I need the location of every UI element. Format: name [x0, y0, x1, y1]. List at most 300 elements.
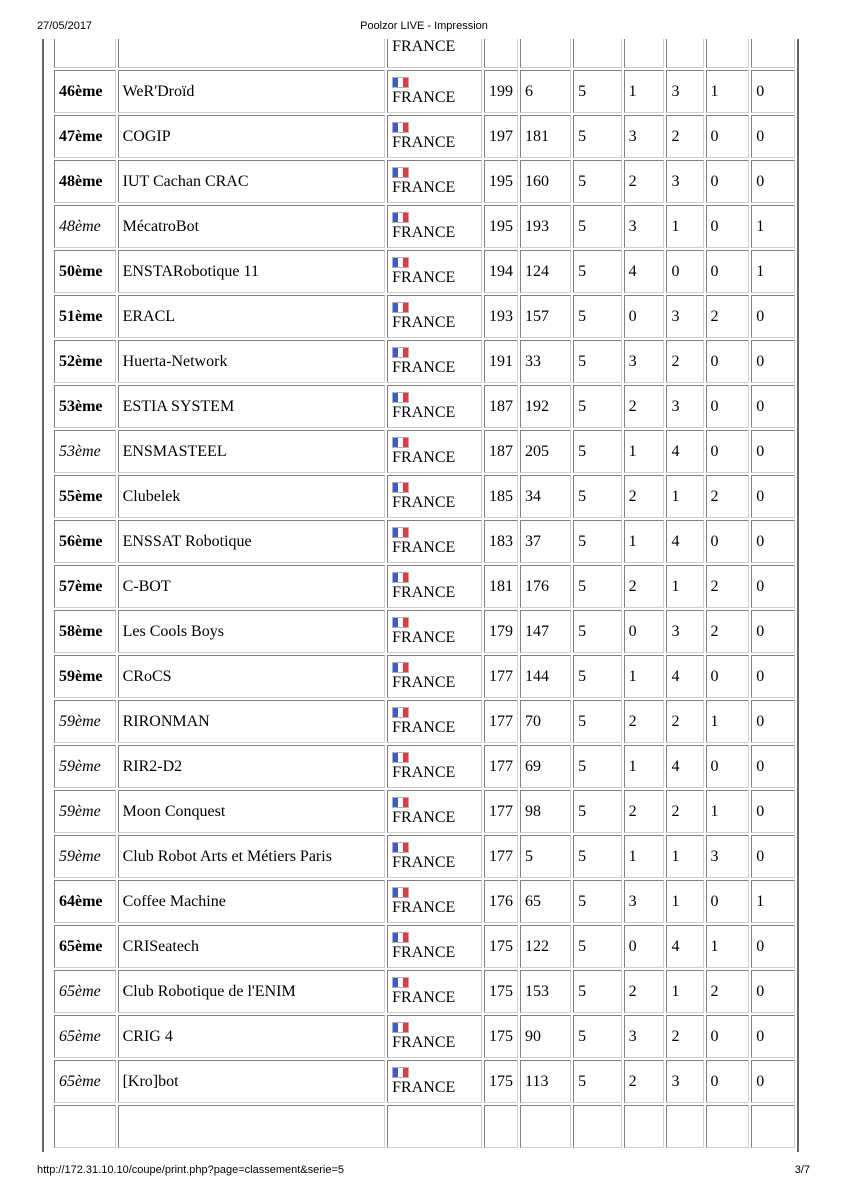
team-name-cell: Clubelek: [118, 475, 386, 518]
team-name-cell: Coffee Machine: [118, 880, 386, 923]
score-cell: 144: [520, 655, 571, 698]
team-name-cell: ENSTARobotique 11: [118, 250, 386, 293]
country-label: FRANCE: [392, 808, 456, 826]
losses-cell: 0: [706, 250, 750, 293]
points-cell: 177: [484, 700, 518, 743]
score-cell: 69: [520, 745, 571, 788]
matches-cell: 5: [573, 655, 621, 698]
country-label: FRANCE: [392, 223, 456, 241]
table-row: [54, 205, 795, 248]
wins-cell: 3: [624, 115, 665, 158]
team-name-cell: Club Robotique de l'ENIM: [118, 970, 386, 1013]
points-cell: 187: [484, 430, 518, 473]
forfeit-cell: 0: [751, 565, 795, 608]
losses-cell: 2: [706, 565, 750, 608]
draws-cell: 4: [666, 520, 703, 563]
country-cell: [387, 520, 482, 563]
table-row: [54, 790, 795, 833]
country-label: FRANCE: [392, 943, 456, 961]
points-cell: 179: [484, 610, 518, 653]
team-name-cell: ENSSAT Robotique: [118, 520, 386, 563]
team-name-cell: C-BOT: [118, 565, 386, 608]
draws-cell: 1: [666, 205, 703, 248]
country-label: FRANCE: [392, 853, 456, 871]
team-name-cell: CRoCS: [118, 655, 386, 698]
score-cell: [520, 1105, 571, 1148]
table-row: [54, 1060, 795, 1103]
wins-cell: 2: [624, 970, 665, 1013]
score-cell: 205: [520, 430, 571, 473]
wins-cell: 0: [624, 610, 665, 653]
country-label: FRANCE: [392, 898, 456, 916]
print-title: Poolzor LIVE - Impression: [360, 20, 488, 32]
matches-cell: 5: [573, 1060, 621, 1103]
draws-cell: 3: [666, 385, 703, 428]
losses-cell: 0: [706, 340, 750, 383]
france-flag-icon: [392, 482, 409, 493]
france-flag-icon: [392, 977, 409, 988]
rank-cell: 50ème: [54, 250, 116, 293]
country-cell: [387, 1060, 482, 1103]
ranking-table: [52, 39, 797, 1150]
team-name-cell: [118, 1105, 386, 1148]
matches-cell: 5: [573, 790, 621, 833]
forfeit-cell: 1: [751, 205, 795, 248]
losses-cell: 0: [706, 205, 750, 248]
draws-cell: 4: [666, 745, 703, 788]
score-cell: 122: [520, 925, 571, 968]
matches-cell: 5: [573, 115, 621, 158]
country-cell: [387, 115, 482, 158]
losses-cell: 0: [706, 745, 750, 788]
wins-cell: 1: [624, 655, 665, 698]
france-flag-icon: [392, 662, 409, 673]
rank-cell: 59ème: [54, 700, 116, 743]
wins-cell: 1: [624, 520, 665, 563]
france-flag-icon: [392, 887, 409, 898]
team-name-cell: CRIG 4: [118, 1015, 386, 1058]
wins-cell: 3: [624, 340, 665, 383]
losses-cell: 0: [706, 115, 750, 158]
country-cell: [387, 655, 482, 698]
wins-cell: 1: [624, 70, 665, 113]
score-cell: 160: [520, 160, 571, 203]
forfeit-cell: 0: [751, 970, 795, 1013]
rank-cell: 56ème: [54, 520, 116, 563]
points-cell: 175: [484, 970, 518, 1013]
team-name-cell: Les Cools Boys: [118, 610, 386, 653]
losses-cell: 0: [706, 1060, 750, 1103]
losses-cell: 0: [706, 1015, 750, 1058]
country-label: FRANCE: [392, 583, 456, 601]
forfeit-cell: 0: [751, 430, 795, 473]
score-cell: 153: [520, 970, 571, 1013]
team-name-cell: COGIP: [118, 115, 386, 158]
draws-cell: 4: [666, 655, 703, 698]
country-cell: [387, 39, 482, 68]
score-cell: 33: [520, 340, 571, 383]
team-name-cell: IUT Cachan CRAC: [118, 160, 386, 203]
losses-cell: 1: [706, 700, 750, 743]
forfeit-cell: 0: [751, 475, 795, 518]
matches-cell: [573, 39, 621, 68]
country-cell: [387, 385, 482, 428]
country-label: FRANCE: [392, 718, 456, 736]
rank-cell: 65ème: [54, 970, 116, 1013]
table-row: [54, 835, 795, 878]
table-row: [54, 880, 795, 923]
team-name-cell: [118, 39, 386, 68]
table-row: [54, 250, 795, 293]
print-footer: [0, 1164, 848, 1180]
forfeit-cell: 1: [751, 880, 795, 923]
losses-cell: 1: [706, 925, 750, 968]
points-cell: [484, 39, 518, 68]
points-cell: 176: [484, 880, 518, 923]
score-cell: 181: [520, 115, 571, 158]
forfeit-cell: 0: [751, 160, 795, 203]
points-cell: 175: [484, 925, 518, 968]
points-cell: [484, 1105, 518, 1148]
matches-cell: 5: [573, 160, 621, 203]
wins-cell: [624, 1105, 665, 1148]
country-label: FRANCE: [392, 763, 456, 781]
losses-cell: 0: [706, 655, 750, 698]
wins-cell: 3: [624, 205, 665, 248]
france-flag-icon: [392, 302, 409, 313]
rank-cell: [54, 39, 116, 68]
matches-cell: 5: [573, 520, 621, 563]
forfeit-cell: 0: [751, 835, 795, 878]
rank-cell: 46ème: [54, 70, 116, 113]
forfeit-cell: 0: [751, 655, 795, 698]
country-cell: [387, 340, 482, 383]
wins-cell: 2: [624, 160, 665, 203]
forfeit-cell: 0: [751, 340, 795, 383]
print-date: 27/05/2017: [37, 20, 93, 32]
country-cell: [387, 565, 482, 608]
forfeit-cell: [751, 1105, 795, 1148]
score-cell: 124: [520, 250, 571, 293]
matches-cell: 5: [573, 250, 621, 293]
wins-cell: 4: [624, 250, 665, 293]
matches-cell: 5: [573, 610, 621, 653]
score-cell: 34: [520, 475, 571, 518]
table-row: [54, 295, 795, 338]
ranking-table-frame: [42, 39, 799, 1152]
draws-cell: 2: [666, 115, 703, 158]
score-cell: 65: [520, 880, 571, 923]
rank-cell: 55ème: [54, 475, 116, 518]
points-cell: 193: [484, 295, 518, 338]
score-cell: 176: [520, 565, 571, 608]
matches-cell: 5: [573, 430, 621, 473]
rank-cell: 48ème: [54, 205, 116, 248]
matches-cell: 5: [573, 700, 621, 743]
score-cell: 5: [520, 835, 571, 878]
rank-cell: 53ème: [54, 430, 116, 473]
table-row: [54, 430, 795, 473]
score-cell: 193: [520, 205, 571, 248]
points-cell: 199: [484, 70, 518, 113]
forfeit-cell: 0: [751, 295, 795, 338]
table-row: [54, 39, 795, 68]
country-label: FRANCE: [392, 493, 456, 511]
country-cell: [387, 70, 482, 113]
draws-cell: 4: [666, 430, 703, 473]
rank-cell: 59ème: [54, 835, 116, 878]
losses-cell: 2: [706, 970, 750, 1013]
losses-cell: 0: [706, 520, 750, 563]
table-row: [54, 610, 795, 653]
team-name-cell: Club Robot Arts et Métiers Paris: [118, 835, 386, 878]
forfeit-cell: 0: [751, 1060, 795, 1103]
losses-cell: 1: [706, 790, 750, 833]
country-cell: [387, 610, 482, 653]
score-cell: 70: [520, 700, 571, 743]
score-cell: 6: [520, 70, 571, 113]
rank-cell: 52ème: [54, 340, 116, 383]
country-cell: [387, 250, 482, 293]
draws-cell: [666, 1105, 703, 1148]
country-cell: [387, 835, 482, 878]
wins-cell: 2: [624, 565, 665, 608]
table-row: [54, 925, 795, 968]
country-cell: [387, 1015, 482, 1058]
france-flag-icon: [392, 347, 409, 358]
score-cell: 192: [520, 385, 571, 428]
points-cell: 181: [484, 565, 518, 608]
france-flag-icon: [392, 257, 409, 268]
rank-cell: 59ème: [54, 745, 116, 788]
table-row: [54, 160, 795, 203]
rank-cell: 58ème: [54, 610, 116, 653]
draws-cell: 3: [666, 1060, 703, 1103]
france-flag-icon: [392, 707, 409, 718]
country-label: FRANCE: [392, 448, 456, 466]
wins-cell: 2: [624, 475, 665, 518]
forfeit-cell: 0: [751, 700, 795, 743]
country-label: FRANCE: [392, 1078, 456, 1096]
country-cell: [387, 1105, 482, 1148]
forfeit-cell: 0: [751, 745, 795, 788]
team-name-cell: RIR2-D2: [118, 745, 386, 788]
team-name-cell: Moon Conquest: [118, 790, 386, 833]
rank-cell: 59ème: [54, 790, 116, 833]
team-name-cell: WeR'Droïd: [118, 70, 386, 113]
france-flag-icon: [392, 122, 409, 133]
losses-cell: 2: [706, 610, 750, 653]
losses-cell: 0: [706, 880, 750, 923]
matches-cell: [573, 1105, 621, 1148]
france-flag-icon: [392, 212, 409, 223]
draws-cell: 2: [666, 790, 703, 833]
score-cell: 37: [520, 520, 571, 563]
table-row: [54, 970, 795, 1013]
team-name-cell: [Kro]bot: [118, 1060, 386, 1103]
france-flag-icon: [392, 392, 409, 403]
wins-cell: 1: [624, 430, 665, 473]
france-flag-icon: [392, 932, 409, 943]
matches-cell: 5: [573, 385, 621, 428]
country-label: FRANCE: [392, 628, 456, 646]
matches-cell: 5: [573, 475, 621, 518]
wins-cell: 2: [624, 385, 665, 428]
table-row: [54, 1105, 795, 1148]
rank-cell: 51ème: [54, 295, 116, 338]
country-label: FRANCE: [392, 358, 456, 376]
france-flag-icon: [392, 842, 409, 853]
points-cell: 177: [484, 745, 518, 788]
country-cell: [387, 475, 482, 518]
points-cell: 185: [484, 475, 518, 518]
rank-cell: 65ème: [54, 925, 116, 968]
wins-cell: 3: [624, 1015, 665, 1058]
country-label: FRANCE: [392, 1033, 456, 1051]
print-url: http://172.31.10.10/coupe/print.php?page=classement&serie=5: [37, 1164, 345, 1176]
france-flag-icon: [392, 797, 409, 808]
team-name-cell: ENSMASTEEL: [118, 430, 386, 473]
points-cell: 197: [484, 115, 518, 158]
wins-cell: 0: [624, 295, 665, 338]
matches-cell: 5: [573, 1015, 621, 1058]
losses-cell: 2: [706, 475, 750, 518]
points-cell: 177: [484, 835, 518, 878]
team-name-cell: ERACL: [118, 295, 386, 338]
country-cell: [387, 745, 482, 788]
matches-cell: 5: [573, 970, 621, 1013]
rank-cell: 48ème: [54, 160, 116, 203]
country-cell: [387, 880, 482, 923]
score-cell: 147: [520, 610, 571, 653]
draws-cell: 1: [666, 970, 703, 1013]
country-label: FRANCE: [392, 673, 456, 691]
table-row: [54, 655, 795, 698]
draws-cell: 3: [666, 610, 703, 653]
rank-cell: 57ème: [54, 565, 116, 608]
matches-cell: 5: [573, 70, 621, 113]
losses-cell: 0: [706, 430, 750, 473]
losses-cell: 1: [706, 70, 750, 113]
score-cell: 157: [520, 295, 571, 338]
losses-cell: 2: [706, 295, 750, 338]
france-flag-icon: [392, 437, 409, 448]
score-cell: 113: [520, 1060, 571, 1103]
page-number: 3/7: [794, 1164, 810, 1176]
table-row: [54, 700, 795, 743]
points-cell: 175: [484, 1060, 518, 1103]
table-row: [54, 745, 795, 788]
forfeit-cell: 0: [751, 1015, 795, 1058]
wins-cell: 2: [624, 700, 665, 743]
points-cell: 175: [484, 1015, 518, 1058]
draws-cell: 1: [666, 835, 703, 878]
france-flag-icon: [392, 77, 409, 88]
france-flag-icon: [392, 527, 409, 538]
draws-cell: [666, 39, 703, 68]
country-cell: [387, 160, 482, 203]
france-flag-icon: [392, 572, 409, 583]
rank-cell: 47ème: [54, 115, 116, 158]
matches-cell: 5: [573, 205, 621, 248]
country-cell: [387, 295, 482, 338]
wins-cell: [624, 39, 665, 68]
draws-cell: 2: [666, 700, 703, 743]
france-flag-icon: [392, 167, 409, 178]
team-name-cell: Huerta-Network: [118, 340, 386, 383]
draws-cell: 3: [666, 295, 703, 338]
country-label: FRANCE: [392, 268, 456, 286]
country-cell: [387, 430, 482, 473]
country-cell: [387, 700, 482, 743]
rank-cell: 65ème: [54, 1015, 116, 1058]
country-label: FRANCE: [392, 178, 456, 196]
losses-cell: [706, 39, 750, 68]
draws-cell: 3: [666, 70, 703, 113]
score-cell: [520, 39, 571, 68]
france-flag-icon: [392, 752, 409, 763]
points-cell: 177: [484, 655, 518, 698]
forfeit-cell: [751, 39, 795, 68]
matches-cell: 5: [573, 565, 621, 608]
forfeit-cell: 1: [751, 250, 795, 293]
rank-cell: 59ème: [54, 655, 116, 698]
draws-cell: 0: [666, 250, 703, 293]
team-name-cell: ESTIA SYSTEM: [118, 385, 386, 428]
country-label: FRANCE: [392, 988, 456, 1006]
points-cell: 187: [484, 385, 518, 428]
wins-cell: 2: [624, 790, 665, 833]
table-row: [54, 520, 795, 563]
wins-cell: 3: [624, 880, 665, 923]
country-cell: [387, 790, 482, 833]
country-label: FRANCE: [392, 39, 456, 55]
france-flag-icon: [392, 1067, 409, 1078]
points-cell: 194: [484, 250, 518, 293]
team-name-cell: CRISeatech: [118, 925, 386, 968]
points-cell: 191: [484, 340, 518, 383]
country-label: FRANCE: [392, 88, 456, 106]
draws-cell: 1: [666, 565, 703, 608]
draws-cell: 2: [666, 340, 703, 383]
draws-cell: 3: [666, 160, 703, 203]
forfeit-cell: 0: [751, 385, 795, 428]
wins-cell: 1: [624, 745, 665, 788]
table-row: [54, 385, 795, 428]
country-label: FRANCE: [392, 313, 456, 331]
forfeit-cell: 0: [751, 925, 795, 968]
country-label: FRANCE: [392, 538, 456, 556]
table-row: [54, 70, 795, 113]
france-flag-icon: [392, 1022, 409, 1033]
forfeit-cell: 0: [751, 610, 795, 653]
matches-cell: 5: [573, 340, 621, 383]
points-cell: 195: [484, 205, 518, 248]
forfeit-cell: 0: [751, 70, 795, 113]
points-cell: 195: [484, 160, 518, 203]
matches-cell: 5: [573, 880, 621, 923]
table-row: [54, 475, 795, 518]
table-row: [54, 340, 795, 383]
points-cell: 183: [484, 520, 518, 563]
table-row: [54, 1015, 795, 1058]
country-cell: [387, 925, 482, 968]
score-cell: 90: [520, 1015, 571, 1058]
wins-cell: 2: [624, 1060, 665, 1103]
matches-cell: 5: [573, 925, 621, 968]
rank-cell: 53ème: [54, 385, 116, 428]
rank-cell: 64ème: [54, 880, 116, 923]
